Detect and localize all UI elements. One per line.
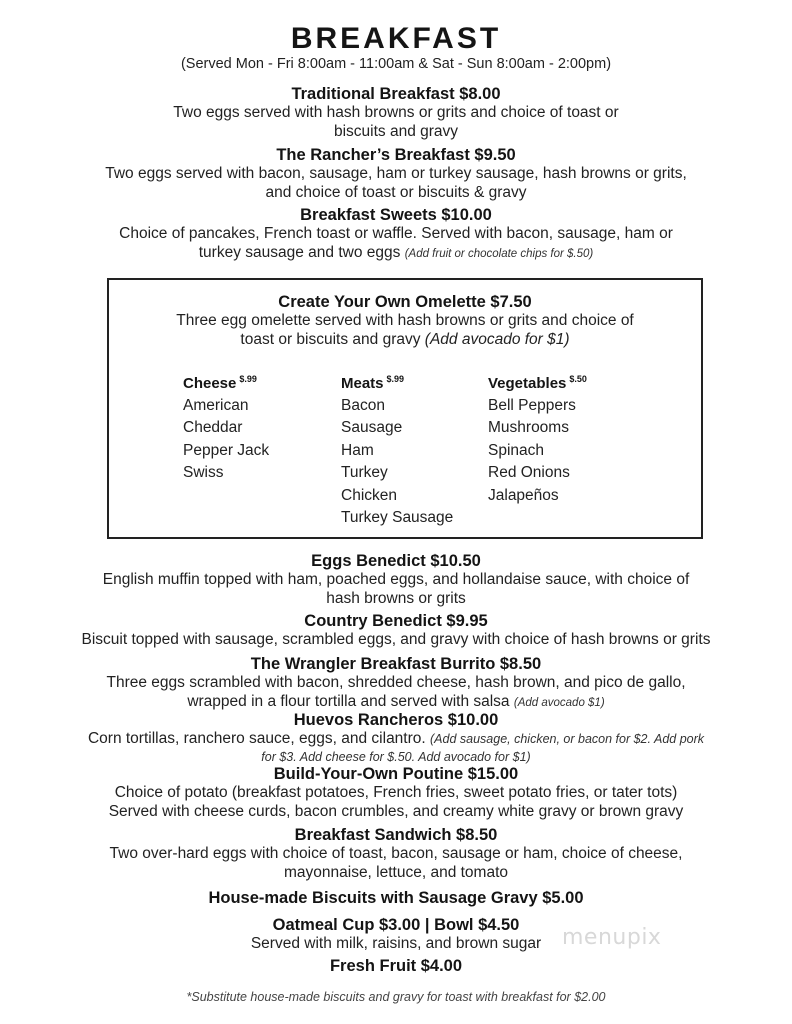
menu-item-country-benedict <box>0 612 792 650</box>
item-desc: biscuits and gravy <box>333 122 459 140</box>
item-desc-text: Corn tortillas, ranchero sauce, eggs, and cilantro. <box>87 730 426 747</box>
column-heading: Cheese $^{\$.99}$ <box>183 374 257 392</box>
item-desc: Biscuit topped with sausage, scrambled eggs, and gravy with choice of hash browns or grits <box>81 631 711 648</box>
item-desc: Two eggs served with bacon, sausage, ham or turkey sausage, hash browns or grits, <box>105 165 687 182</box>
menu-item-huevos-rancheros <box>0 711 792 765</box>
menu-item-poutine <box>0 765 792 821</box>
menu-item-eggs-benedict <box>0 552 792 608</box>
item-desc <box>0 244 792 264</box>
item-note: (Add fruit or chocolate chips for $.50) <box>404 247 594 260</box>
item-name: Create Your Own Omelette $7.50 <box>278 293 532 311</box>
cheese-column <box>183 368 333 485</box>
vegetables-column <box>488 368 638 507</box>
item-desc: Choice of potato (breakfast potatoes, French fries, sweet potato fries, or tater tots) <box>114 784 678 801</box>
menu-item-fresh-fruit <box>0 957 792 976</box>
watermark-logo: menupix <box>562 925 662 950</box>
menu-item-wrangler-burrito <box>0 655 792 712</box>
option-item: Cheddar <box>183 419 243 437</box>
item-desc: Served with milk, raisins, and brown sugar <box>250 935 542 952</box>
column-heading: Vegetables $^{\$.50}$ <box>488 374 587 392</box>
menu-item-breakfast-sweets <box>0 206 792 263</box>
item-desc: Three egg omelette served with hash browns or grits and choice of <box>176 312 634 329</box>
option-item: Spinach <box>488 441 545 459</box>
item-name: Breakfast Sandwich $8.50 <box>294 826 498 844</box>
item-desc: Choice of pancakes, French toast or waffle. Served with bacon, sausage, ham or <box>119 225 673 242</box>
item-name: Eggs Benedict $10.50 <box>311 552 481 570</box>
menu-item-breakfast-sandwich <box>0 826 792 882</box>
item-desc-text: turkey sausage and two eggs <box>198 243 401 261</box>
option-item: Jalapeños <box>488 486 559 504</box>
option-item: Ham <box>341 441 374 459</box>
menu-title: BREAKFAST <box>290 22 502 55</box>
item-note: (Add avocado for $1) <box>424 330 570 348</box>
item-desc <box>0 693 792 713</box>
item-desc-text: wrapped in a flour tortilla and served with salsa <box>187 692 510 710</box>
item-desc: hash browns or grits <box>326 589 466 607</box>
option-item: Red Onions <box>488 464 570 482</box>
item-desc: Two over-hard eggs with choice of toast, bacon, sausage or ham, choice of cheese, <box>109 845 683 862</box>
omelette-header <box>109 293 701 349</box>
item-name: Country Benedict $9.95 <box>304 612 488 630</box>
item-note: for $3. Add cheese for $.50. Add avocado for $1) <box>261 749 531 764</box>
item-name: Breakfast Sweets $10.00 <box>300 206 492 224</box>
option-item: Bacon <box>341 397 385 414</box>
option-item: Mushrooms <box>488 419 569 437</box>
service-hours: (Served Mon - Fri 8:00am - 11:00am & Sat - Sun 8:00am - 2:00pm) <box>180 56 612 72</box>
item-name: Traditional Breakfast $8.00 <box>291 85 501 103</box>
item-desc: Served with cheese curds, bacon crumbles, and creamy white gravy or brown gravy <box>108 802 684 820</box>
item-desc: Two eggs served with hash browns or grits and choice of toast or <box>173 104 619 121</box>
option-item: Turkey <box>341 464 388 482</box>
item-desc <box>0 749 792 765</box>
meats-column <box>341 368 491 529</box>
item-desc <box>0 730 792 749</box>
item-desc: Three eggs scrambled with bacon, shredded cheese, hash brown, and pico de gallo, <box>106 674 686 691</box>
item-desc-text: toast or biscuits and gravy <box>240 330 421 348</box>
column-price: $.50 <box>569 374 587 384</box>
option-item: Chicken <box>341 486 397 504</box>
option-item: Swiss <box>183 464 224 482</box>
column-heading: Meats $^{\$.99}$ <box>341 374 405 392</box>
menu-item-oatmeal <box>0 916 792 954</box>
menu-item-ranchers-breakfast <box>0 146 792 202</box>
column-price: $.99 <box>239 374 257 384</box>
item-desc: English muffin topped with ham, poached eggs, and hollandaise sauce, with choice of <box>102 571 690 588</box>
item-desc <box>109 331 701 350</box>
item-note: (Add sausage, chicken, or bacon for $2. Add pork <box>430 732 705 746</box>
footnote: *Substitute house-made biscuits and gravy for toast with breakfast for $2.00 <box>186 990 606 1004</box>
option-item: Pepper Jack <box>183 441 270 459</box>
item-name: Fresh Fruit $4.00 <box>329 957 463 975</box>
item-name: House-made Biscuits with Sausage Gravy $5.00 <box>208 889 584 907</box>
option-item: Turkey Sausage <box>341 509 454 527</box>
item-name: The Rancher’s Breakfast $9.50 <box>276 146 516 164</box>
option-item: American <box>183 397 249 414</box>
item-desc: and choice of toast or biscuits & gravy <box>265 183 527 201</box>
menu-item-traditional-breakfast <box>0 85 792 141</box>
option-item: Sausage <box>341 419 403 437</box>
item-note: (Add avocado $1) <box>513 696 605 709</box>
item-name: Oatmeal Cup $3.00 | Bowl $4.50 <box>272 916 520 934</box>
item-name: The Wrangler Breakfast Burrito $8.50 <box>250 655 542 673</box>
option-item: Bell Peppers <box>488 397 576 414</box>
item-desc: mayonnaise, lettuce, and tomato <box>283 863 509 881</box>
column-price: $.99 <box>386 374 405 384</box>
item-name: Huevos Rancheros $10.00 <box>293 711 499 729</box>
item-name: Build-Your-Own Poutine $15.00 <box>273 765 519 783</box>
menu-item-biscuits-gravy <box>0 889 792 908</box>
omelette-box <box>107 278 703 539</box>
